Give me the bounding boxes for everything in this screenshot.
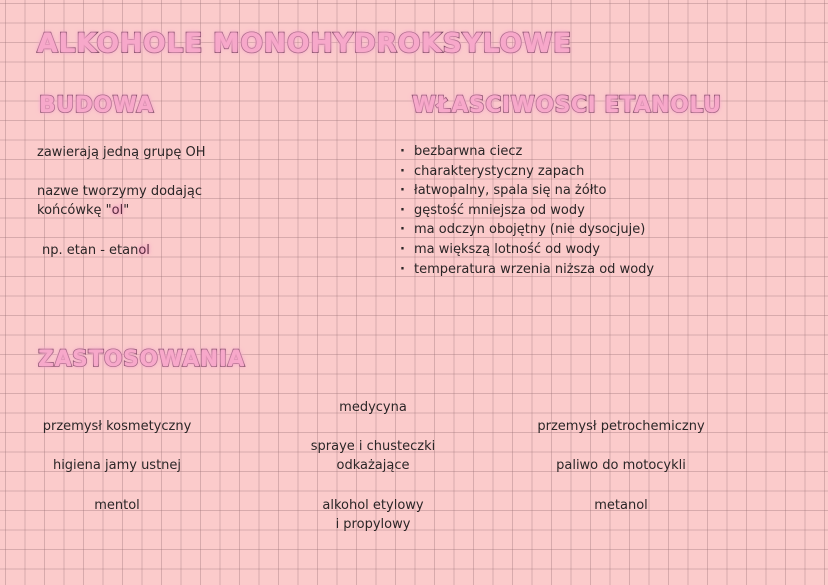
suffix-text-pre: końcówkę "	[37, 203, 112, 218]
list-item: · temperatura wrzenia niższa od wody	[400, 260, 654, 280]
section-heading-budowa: BUDOWA	[39, 93, 154, 118]
use-center-0: medycyna	[339, 400, 407, 415]
budowa-line-suffix	[37, 201, 129, 221]
example-text: np. etan - etan	[42, 243, 139, 258]
use-center-1: spraye i chusteczki	[310, 439, 436, 454]
use-center-2: odkażające	[336, 458, 410, 473]
use-left-1: higiena jamy ustnej	[52, 458, 182, 473]
list-item: · ma odczyn obojętny (nie dysocjuje)	[400, 220, 654, 240]
ethanol-properties-list	[400, 142, 654, 279]
suffix-text-post: "	[123, 203, 130, 218]
use-left-2: mentol	[94, 498, 140, 513]
use-right-0: przemysł petrochemiczny	[537, 419, 705, 434]
list-item: · łatwopalny, spala się na żółto	[400, 181, 654, 201]
list-item: · ma większą lotność od wody	[400, 240, 654, 260]
section-heading-zastosowania: ZASTOSOWANIA	[38, 347, 246, 372]
suffix-highlight: ol	[111, 203, 124, 218]
budowa-line-oh-group: zawierają jedną grupę OH	[37, 145, 206, 160]
use-center-3: alkohol etylowy	[322, 498, 424, 513]
list-item: · bezbarwna ciecz	[400, 142, 654, 162]
use-right-1: paliwo do motocykli	[556, 458, 686, 473]
use-left-0: przemysł kosmetyczny	[42, 419, 192, 434]
example-highlight: ol	[138, 243, 150, 258]
use-right-2: metanol	[594, 498, 648, 513]
list-item: · gęstość mniejsza od wody	[400, 201, 654, 221]
budowa-example	[42, 241, 150, 261]
section-heading-wlasciwosci: WŁASCIWOSCI ETANOLU	[412, 93, 722, 118]
budowa-line-naming: nazwe tworzymy dodając	[37, 184, 202, 199]
list-item: · charakterystyczny zapach	[400, 162, 654, 182]
page-title: ALKOHOLE MONOHYDROKSYLOWE	[37, 28, 572, 59]
use-center-4: i propylowy	[335, 517, 411, 532]
